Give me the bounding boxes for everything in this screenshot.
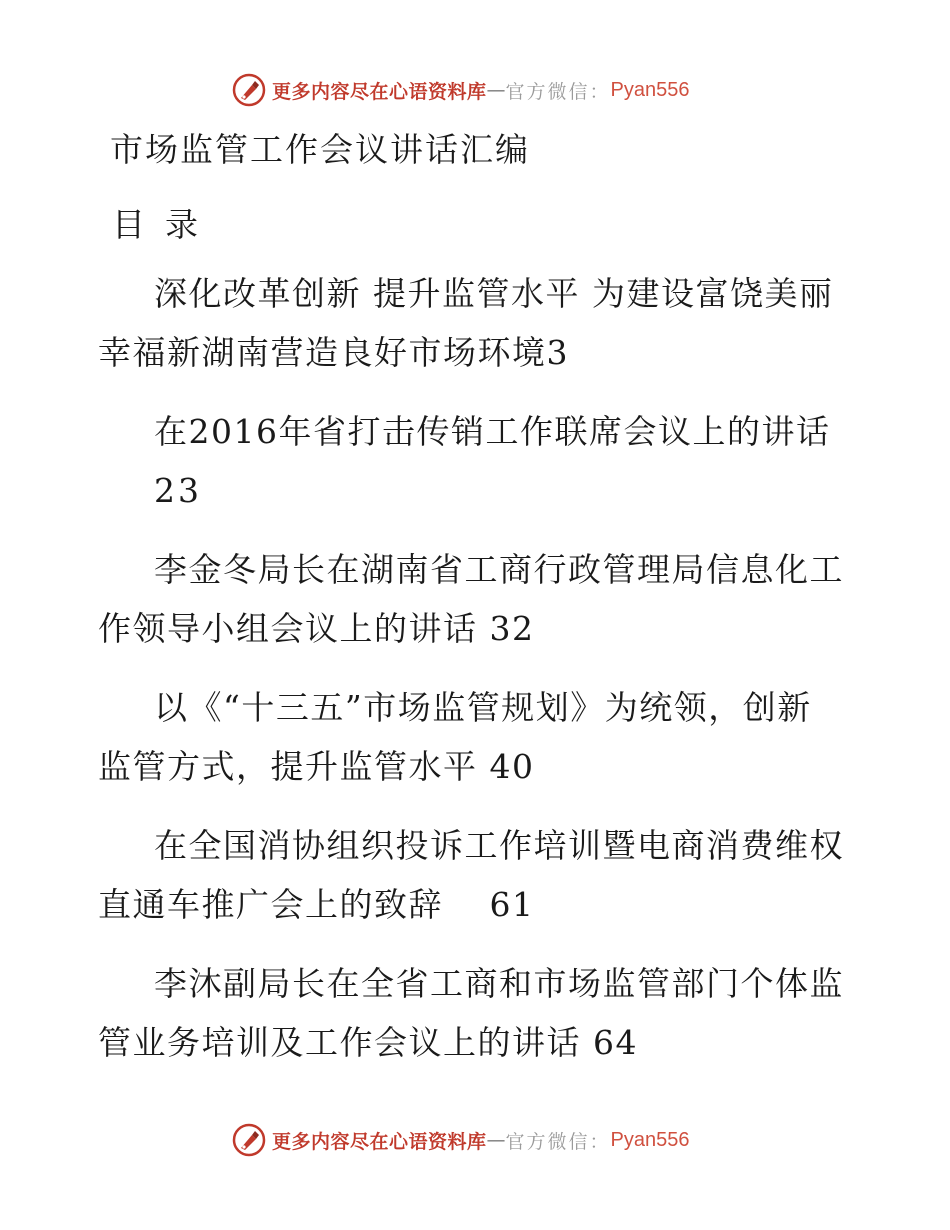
toc-entry-line: 李金冬局长在湖南省工商行政管理局信息化工	[154, 550, 844, 589]
watermark-text: 更多内容尽在心语资料库	[272, 1130, 487, 1153]
toc-entry[interactable]	[98, 264, 838, 382]
watermark-wechat-id: Pyan556	[610, 78, 690, 101]
watermark-wechat-label: 官方微信：	[505, 80, 611, 103]
toc-entry-line: 李沐副局长在全省工商和市场监管部门个体监	[154, 964, 844, 1003]
toc-entry-line: 深化改革创新 提升监管水平 为建设富饶美丽	[154, 274, 834, 313]
toc-entry-line: 作领导小组会议上的讲话 32	[98, 609, 535, 648]
toc-entry[interactable]	[98, 954, 844, 1072]
toc-entry-line: 在2016年省打击传销工作联席会议上的讲话	[154, 412, 831, 451]
document-title: 市场监管工作会议讲话汇编	[110, 130, 530, 169]
toc-heading: 目录	[112, 205, 218, 244]
toc-entry[interactable]	[98, 678, 838, 796]
toc-entry[interactable]	[98, 402, 838, 520]
pen-nib-logo-icon	[232, 73, 266, 107]
pen-nib-logo-icon	[232, 1123, 266, 1157]
toc-entry-line: 幸福新湖南营造良好市场环境3	[98, 333, 569, 372]
toc-entry-line: 监管方式，提升监管水平 40	[98, 747, 535, 786]
watermark-text: 更多内容尽在心语资料库	[272, 80, 487, 103]
table-of-contents	[98, 264, 844, 1092]
toc-entry-line: 在全国消协组织投诉工作培训暨电商消费维权	[154, 826, 844, 865]
toc-entry-line: 直通车推广会上的致辞 61	[98, 885, 535, 924]
toc-entry[interactable]	[98, 816, 844, 934]
toc-entry[interactable]	[98, 540, 844, 658]
footer-watermark	[232, 1122, 690, 1158]
toc-entry-line: 管业务培训及工作会议上的讲话 64	[98, 1023, 638, 1062]
watermark-separator: —	[486, 79, 506, 101]
toc-entry-line: 以《“十三五”市场监管规划》为统领，创新	[154, 688, 812, 727]
watermark-wechat-label: 官方微信：	[505, 1130, 611, 1153]
watermark-wechat-id: Pyan556	[610, 1128, 690, 1151]
watermark-separator: —	[486, 1129, 506, 1151]
toc-entry-page-number: 23	[154, 471, 202, 510]
header-watermark	[232, 72, 690, 108]
